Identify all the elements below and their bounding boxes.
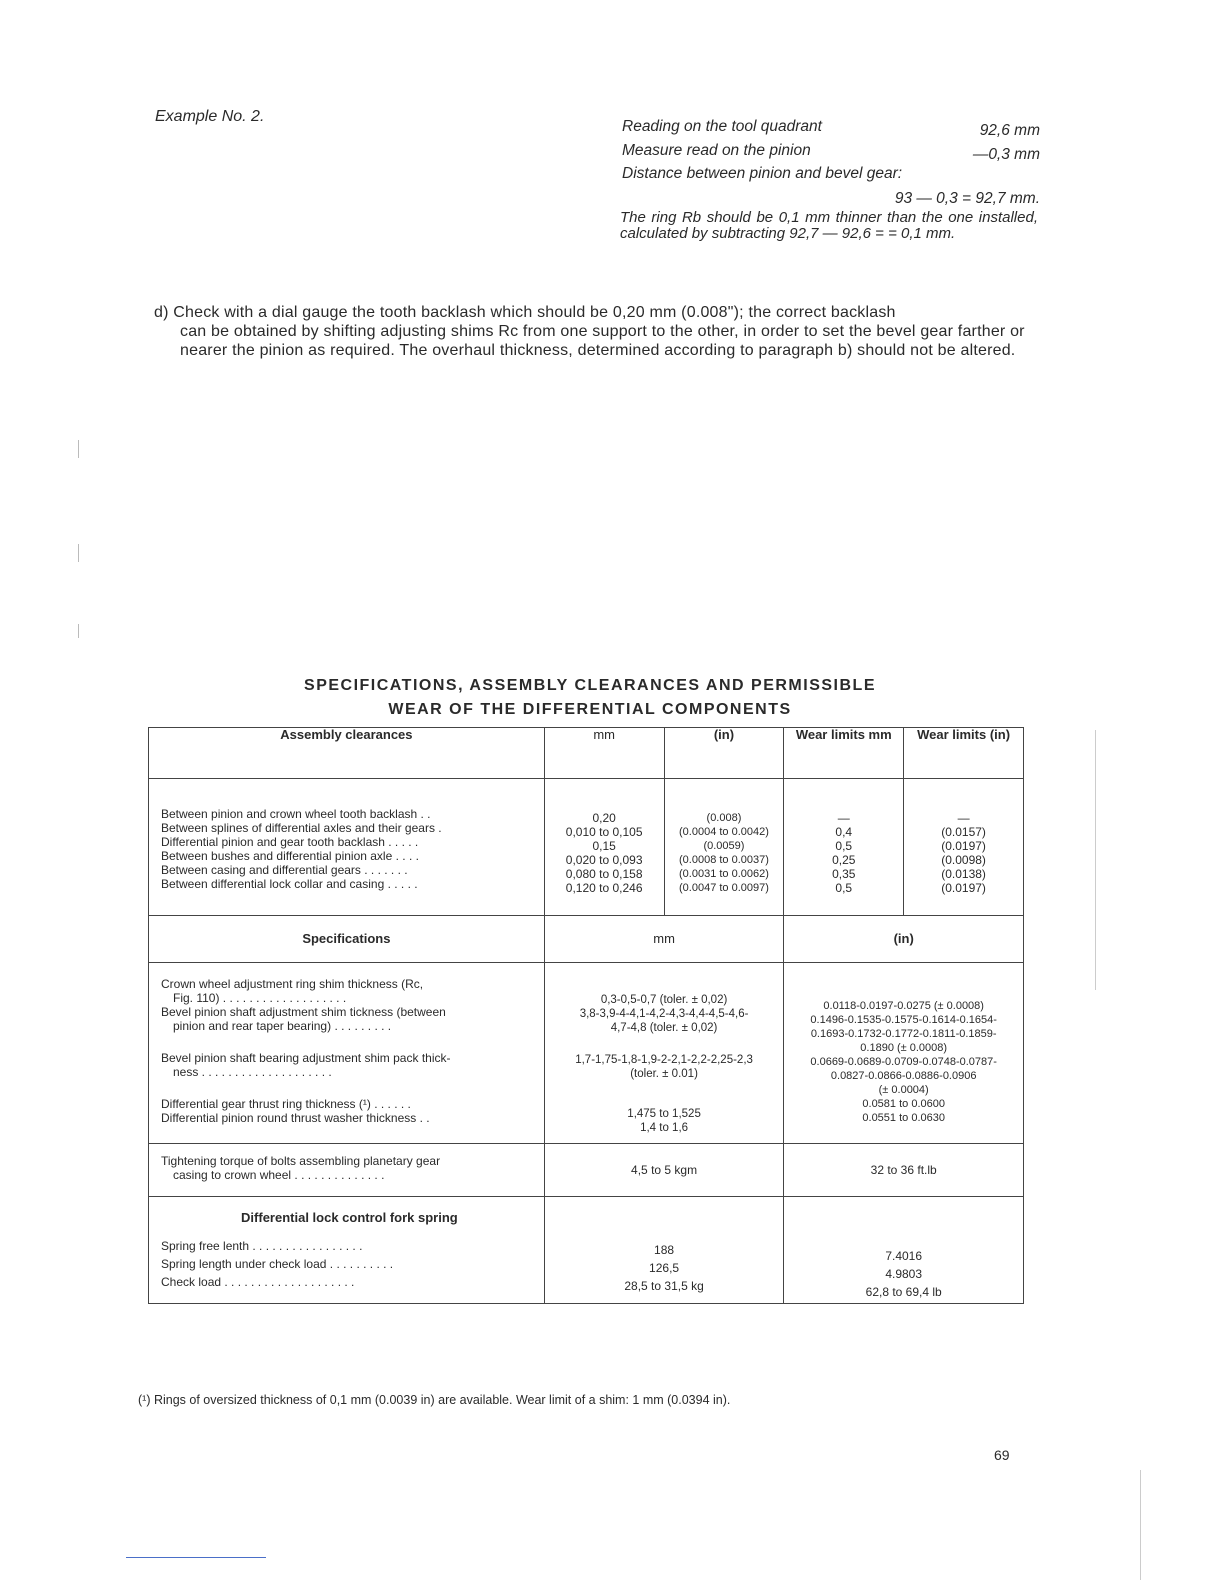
spec-in: 0.0581 to 0.0600 xyxy=(862,1098,945,1110)
clearance-wear-mm: 0,4 xyxy=(835,825,853,839)
torque-label-line: Tightening torque of bolts assembling planetary gear xyxy=(161,1154,441,1168)
table-header-row xyxy=(149,728,1024,779)
table-row-clearances xyxy=(149,779,1024,916)
example-line-value: 92,6 mm xyxy=(979,122,1040,139)
example-line-text: Measure read on the pinion xyxy=(622,142,811,159)
spring-label: Spring length under check load . . . . . . . . . . xyxy=(161,1257,394,1271)
torque-label-line: casing to crown wheel . . . . . . . . . . . . . . xyxy=(173,1168,385,1182)
spec-mm: 0,3-0,5-0,7 (toler. ± 0,02) xyxy=(600,994,728,1006)
spec-in: 0.0669-0.0689-0.0709-0.0748-0.0787- xyxy=(810,1056,997,1068)
header-spec-in: (in) xyxy=(784,916,1024,963)
margin-mark xyxy=(1095,730,1096,990)
spec-in: 0.0827-0.0866-0.0886-0.0906 xyxy=(830,1070,977,1082)
margin-mark xyxy=(78,440,79,458)
spring-label: Check load . . . . . . . . . . . . . . . . . . . . xyxy=(161,1275,355,1289)
spec-mm: (toler. ± 0.01) xyxy=(630,1068,698,1080)
clearance-mm: 0,120 to 0,246 xyxy=(565,881,643,895)
clearance-wear-mm: 0,25 xyxy=(832,853,856,867)
paragraph-d-rest: can be obtained by shifting adjusting shims Rc from one support to the other, in order to set the bevel gear farther or nearer the pinion as required. The overhaul thickness, determined according to paragraph b) should not be altered. xyxy=(180,323,1025,359)
spec-label: Bevel pinion shaft bearing adjustment shim pack thick- xyxy=(161,1051,451,1065)
clearance-in: (0.0008 to 0.0037) xyxy=(679,854,769,866)
clearance-labels xyxy=(149,779,545,916)
clearance-wear-mm: — xyxy=(837,811,850,825)
table-row-torque xyxy=(149,1144,1024,1197)
table-row-specs xyxy=(149,963,1024,1144)
clearance-in: (0.008) xyxy=(706,812,742,824)
clearance-wear-in: (0.0157) xyxy=(941,825,986,839)
example-note: The ring Rb should be 0,1 mm thinner than the one installed, calculated by subtracting 92,7 — 92,6 = = 0,1 mm. xyxy=(620,209,1038,242)
margin-mark xyxy=(1140,1470,1141,1580)
spec-labels xyxy=(149,963,545,1144)
footnote: (¹) Rings of oversized thickness of 0,1 mm (0.0039 in) are available. Wear limit of a shim: 1 mm (0.0394 in). xyxy=(138,1393,731,1407)
spring-in: 62,8 to 69,4 lb xyxy=(865,1285,942,1299)
clearance-wear-mm: 0,5 xyxy=(835,839,853,853)
spec-mm: 4,7-4,8 (toler. ± 0,02) xyxy=(610,1022,718,1034)
header-mm: mm xyxy=(544,728,664,779)
spec-table xyxy=(148,727,1024,1304)
spec-mm: 3,8-3,9-4-4,1-4,2-4,3-4,4-4,5-4,6- xyxy=(579,1008,749,1020)
header-spec-mm: mm xyxy=(544,916,784,963)
margin-mark xyxy=(78,544,79,562)
example-label: Example No. 2. xyxy=(155,108,265,125)
clearance-label: Between splines of differential axles and their gears . xyxy=(161,821,442,835)
margin-mark xyxy=(78,624,79,638)
header-assembly-clearances: Assembly clearances xyxy=(149,728,545,779)
spec-label: pinion and rear taper bearing) . . . . . . . . . xyxy=(173,1019,392,1033)
spec-label: Differential pinion round thrust washer thickness . . xyxy=(161,1111,430,1125)
clearance-in-values xyxy=(664,779,784,916)
spec-label: Bevel pinion shaft adjustment shim tickness (between xyxy=(161,1005,446,1019)
spec-mm: 1,475 to 1,525 xyxy=(627,1108,701,1120)
clearance-wear-mm: 0,5 xyxy=(835,881,853,895)
clearance-wear-in: (0.0138) xyxy=(941,867,986,881)
paragraph-d xyxy=(154,303,1038,360)
clearance-wear-in: (0.0098) xyxy=(941,853,986,867)
spring-mm: 126,5 xyxy=(649,1261,680,1275)
spec-in-values xyxy=(784,963,1024,1144)
spring-in: 7.4016 xyxy=(885,1249,923,1263)
clearance-label: Between bushes and differential pinion axle . . . . xyxy=(161,849,419,863)
example-calc: 93 — 0,3 = 92,7 mm. xyxy=(894,190,1040,207)
clearance-in: (0.0004 to 0.0042) xyxy=(679,826,769,838)
spec-label: Differential gear thrust ring thickness (¹) . . . . . . xyxy=(161,1097,411,1111)
torque-mm: 4,5 to 5 kgm xyxy=(544,1144,784,1197)
table-row-spec-header xyxy=(149,916,1024,963)
torque-label xyxy=(149,1144,545,1197)
clearance-mm: 0,080 to 0,158 xyxy=(565,867,643,881)
spring-in: 4.9803 xyxy=(885,1267,923,1281)
clearance-label: Between differential lock collar and casing . . . . . xyxy=(161,877,418,891)
clearance-in: (0.0047 to 0.0097) xyxy=(679,882,769,894)
spec-mm: 1,4 to 1,6 xyxy=(640,1122,689,1134)
spec-label: ness . . . . . . . . . . . . . . . . . . . . xyxy=(173,1065,332,1079)
clearance-mm: 0,020 to 0,093 xyxy=(565,853,643,867)
spring-mm: 28,5 to 31,5 kg xyxy=(624,1279,704,1293)
spec-in: (± 0.0004) xyxy=(878,1084,929,1096)
example-line-text: Distance between pinion and bevel gear: xyxy=(622,165,903,182)
clearance-wear-mm-values xyxy=(784,779,904,916)
spec-in: 0.0118-0.0197-0.0275 (± 0.0008) xyxy=(823,1000,984,1012)
header-specifications: Specifications xyxy=(149,916,545,963)
clearance-mm: 0,20 xyxy=(592,811,616,825)
clearance-wear-mm: 0,35 xyxy=(832,867,856,881)
header-in: (in) xyxy=(664,728,784,779)
bottom-rule xyxy=(126,1557,266,1558)
header-wear-mm: Wear limits mm xyxy=(784,728,904,779)
spec-mm: 1,7-1,75-1,8-1,9-2-2,1-2,2-2,25-2,3 xyxy=(575,1054,753,1066)
spring-in-values xyxy=(784,1197,1024,1304)
clearance-wear-in: (0.0197) xyxy=(941,839,986,853)
spec-label: Crown wheel adjustment ring shim thickness (Rc, xyxy=(161,977,424,991)
clearance-wear-in: — xyxy=(957,811,970,825)
clearance-wear-in-values xyxy=(904,779,1024,916)
spring-mm: 188 xyxy=(654,1243,675,1257)
example-line-value: —0,3 mm xyxy=(972,146,1040,163)
spec-mm-values xyxy=(544,963,784,1144)
example-line-text: Reading on the tool quadrant xyxy=(622,118,822,135)
header-wear-in: Wear limits (in) xyxy=(904,728,1024,779)
clearance-in: (0.0031 to 0.0062) xyxy=(679,868,769,880)
clearance-in: (0.0059) xyxy=(703,840,745,852)
clearance-label: Between casing and differential gears . . . . . . . xyxy=(161,863,408,877)
clearance-wear-in: (0.0197) xyxy=(941,881,986,895)
page-number: 69 xyxy=(994,1447,1010,1463)
clearance-label: Differential pinion and gear tooth backlash . . . . . xyxy=(161,835,419,849)
spring-labels xyxy=(149,1197,545,1304)
torque-in: 32 to 36 ft.lb xyxy=(784,1144,1024,1197)
spec-in: 0.1890 (± 0.0008) xyxy=(860,1042,948,1054)
spec-in: 0.1693-0.1732-0.1772-0.1811-0.1859- xyxy=(810,1028,997,1040)
section-heading-line2: WEAR OF THE DIFFERENTIAL COMPONENTS xyxy=(388,701,792,718)
spring-label: Spring free lenth . . . . . . . . . . . . . . . . . xyxy=(161,1239,363,1253)
spring-mm-values xyxy=(544,1197,784,1304)
clearance-mm-values xyxy=(544,779,664,916)
paragraph-d-first-line: d) Check with a dial gauge the tooth backlash which should be 0,20 mm (0.008"); the correct backlash xyxy=(154,304,896,321)
spec-in: 0.1496-0.1535-0.1575-0.1614-0.1654- xyxy=(810,1014,997,1026)
spec-label: Fig. 110) . . . . . . . . . . . . . . . . . . . xyxy=(173,991,347,1005)
spec-in: 0.0551 to 0.0630 xyxy=(862,1112,945,1124)
table-row-spring xyxy=(149,1197,1024,1304)
clearance-mm: 0,010 to 0,105 xyxy=(565,825,643,839)
spring-title: Differential lock control fork spring xyxy=(241,1210,458,1225)
clearance-mm: 0,15 xyxy=(592,839,616,853)
clearance-label: Between pinion and crown wheel tooth backlash . . xyxy=(161,807,431,821)
section-heading-line1: SPECIFICATIONS, ASSEMBLY CLEARANCES AND PERMISSIBLE xyxy=(304,677,876,694)
